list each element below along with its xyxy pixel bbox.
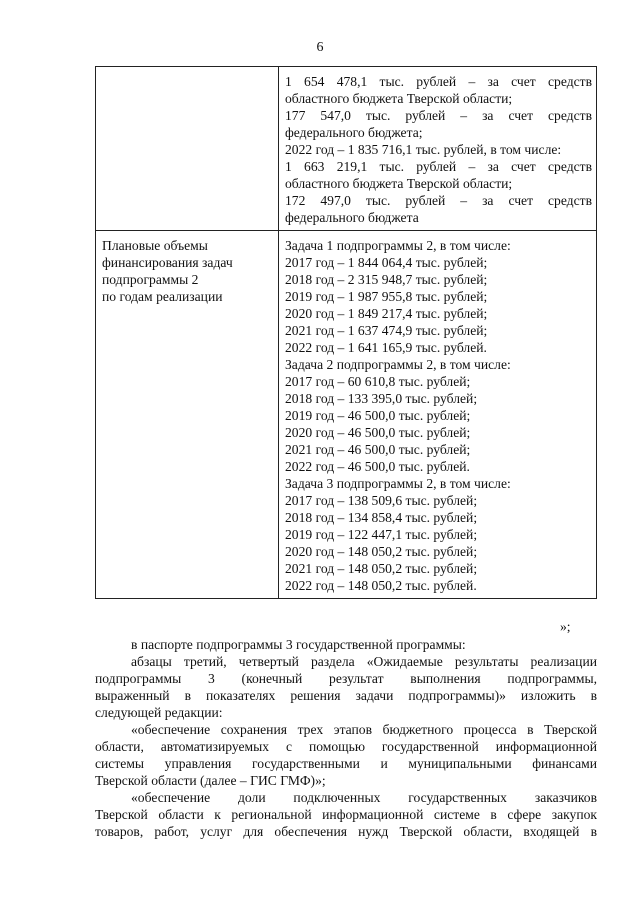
label-line: Плановые объемы [102,238,208,253]
text-line: 177 547,0 тыс. рублей – за счет средств [285,108,592,123]
text-line: системы управления государственными и муниципальными финансами [95,756,597,771]
text-line: Тверской области к региональной информационной системе в сфере закупок [95,807,597,822]
text-line: подпрограммы 3 (конечный результат выполнения подпрограммы, [95,671,597,686]
text-line: Задача 1 подпрограммы 2, в том числе: [285,238,511,253]
text-line: 2019 год – 122 447,1 тыс. рублей; [285,527,478,542]
text-line: 2022 год – 46 500,0 тыс. рублей. [285,459,470,474]
text-line: 2022 год – 148 050,2 тыс. рублей. [285,578,477,593]
text-line: 1 663 219,1 тыс. рублей – за счет средств [285,159,592,174]
paragraph [95,721,597,789]
text-line: 2021 год – 1 637 474,9 тыс. рублей; [285,323,488,338]
funding-value-cell [279,231,597,599]
text-line: выраженный в показателях решения задачи подпрограммы)» изложить в [95,688,597,703]
text-line: областного бюджета Тверской области; [285,91,513,106]
label-line: финансирования задач [102,255,233,270]
text-line: федерального бюджета; [285,125,423,140]
text-line: 172 497,0 тыс. рублей – за счет средств [285,193,592,208]
paragraph [95,653,597,721]
text-line: Задача 3 подпрограммы 2, в том числе: [285,476,511,491]
text-line: товаров, работ, услуг для обеспечения нужд Тверской области, входящей в [95,824,597,839]
text-line: 2017 год – 60 610,8 тыс. рублей; [285,374,471,389]
text-line: 2018 год – 133 395,0 тыс. рублей; [285,391,478,406]
text-line: «обеспечение доли подключенных государственных заказчиков [131,790,597,805]
page-number: 6 [316,40,324,55]
text-line: 2017 год – 138 509,6 тыс. рублей; [285,493,478,508]
text-line: 2021 год – 148 050,2 тыс. рублей; [285,561,478,576]
label-cell-empty [96,67,279,231]
text-line: областного бюджета Тверской области; [285,176,513,191]
body-text [95,636,597,840]
text-line: в паспорте подпрограммы 3 государственной программы: [131,637,466,652]
text-line: 1 654 478,1 тыс. рублей – за счет средств [285,74,592,89]
value-cell-top [279,67,597,231]
text-line: 2017 год – 1 844 064,4 тыс. рублей; [285,255,488,270]
text-line: федерального бюджета [285,210,419,225]
text-line: 2018 год – 134 858,4 тыс. рублей; [285,510,478,525]
text-line: 2019 год – 46 500,0 тыс. рублей; [285,408,471,423]
text-line: 2020 год – 46 500,0 тыс. рублей; [285,425,471,440]
text-line: 2022 год – 1 835 716,1 тыс. рублей, в том числе: [285,142,562,157]
text-line: Задача 2 подпрограммы 2, в том числе: [285,357,511,372]
text-line: «обеспечение сохранения трех этапов бюджетного процесса в Тверской [131,722,597,737]
label-line: по годам реализации [102,289,223,304]
text-line: 2021 год – 46 500,0 тыс. рублей; [285,442,471,457]
text-line: 2019 год – 1 987 955,8 тыс. рублей; [285,289,488,304]
text-line: следующей редакции: [95,705,223,720]
funding-label-cell [96,231,279,599]
label-line: подпрограммы 2 [102,272,199,287]
text-line: Тверской области (далее – ГИС ГМФ)»; [95,773,326,788]
passport-table [95,66,597,599]
text-line: 2020 год – 148 050,2 тыс. рублей; [285,544,478,559]
paragraph [95,636,597,653]
closing-quote-mark: »; [560,619,571,634]
table-row [96,231,597,599]
text-line: 2022 год – 1 641 165,9 тыс. рублей. [285,340,487,355]
text-line: 2018 год – 2 315 948,7 тыс. рублей; [285,272,488,287]
paragraph [95,789,597,840]
text-line: 2020 год – 1 849 217,4 тыс. рублей; [285,306,488,321]
text-line: области, автоматизируемых с помощью государственной информационной [95,739,597,754]
table-row [96,67,597,231]
text-line: абзацы третий, четвертый раздела «Ожидаемые результаты реализации [131,654,597,669]
